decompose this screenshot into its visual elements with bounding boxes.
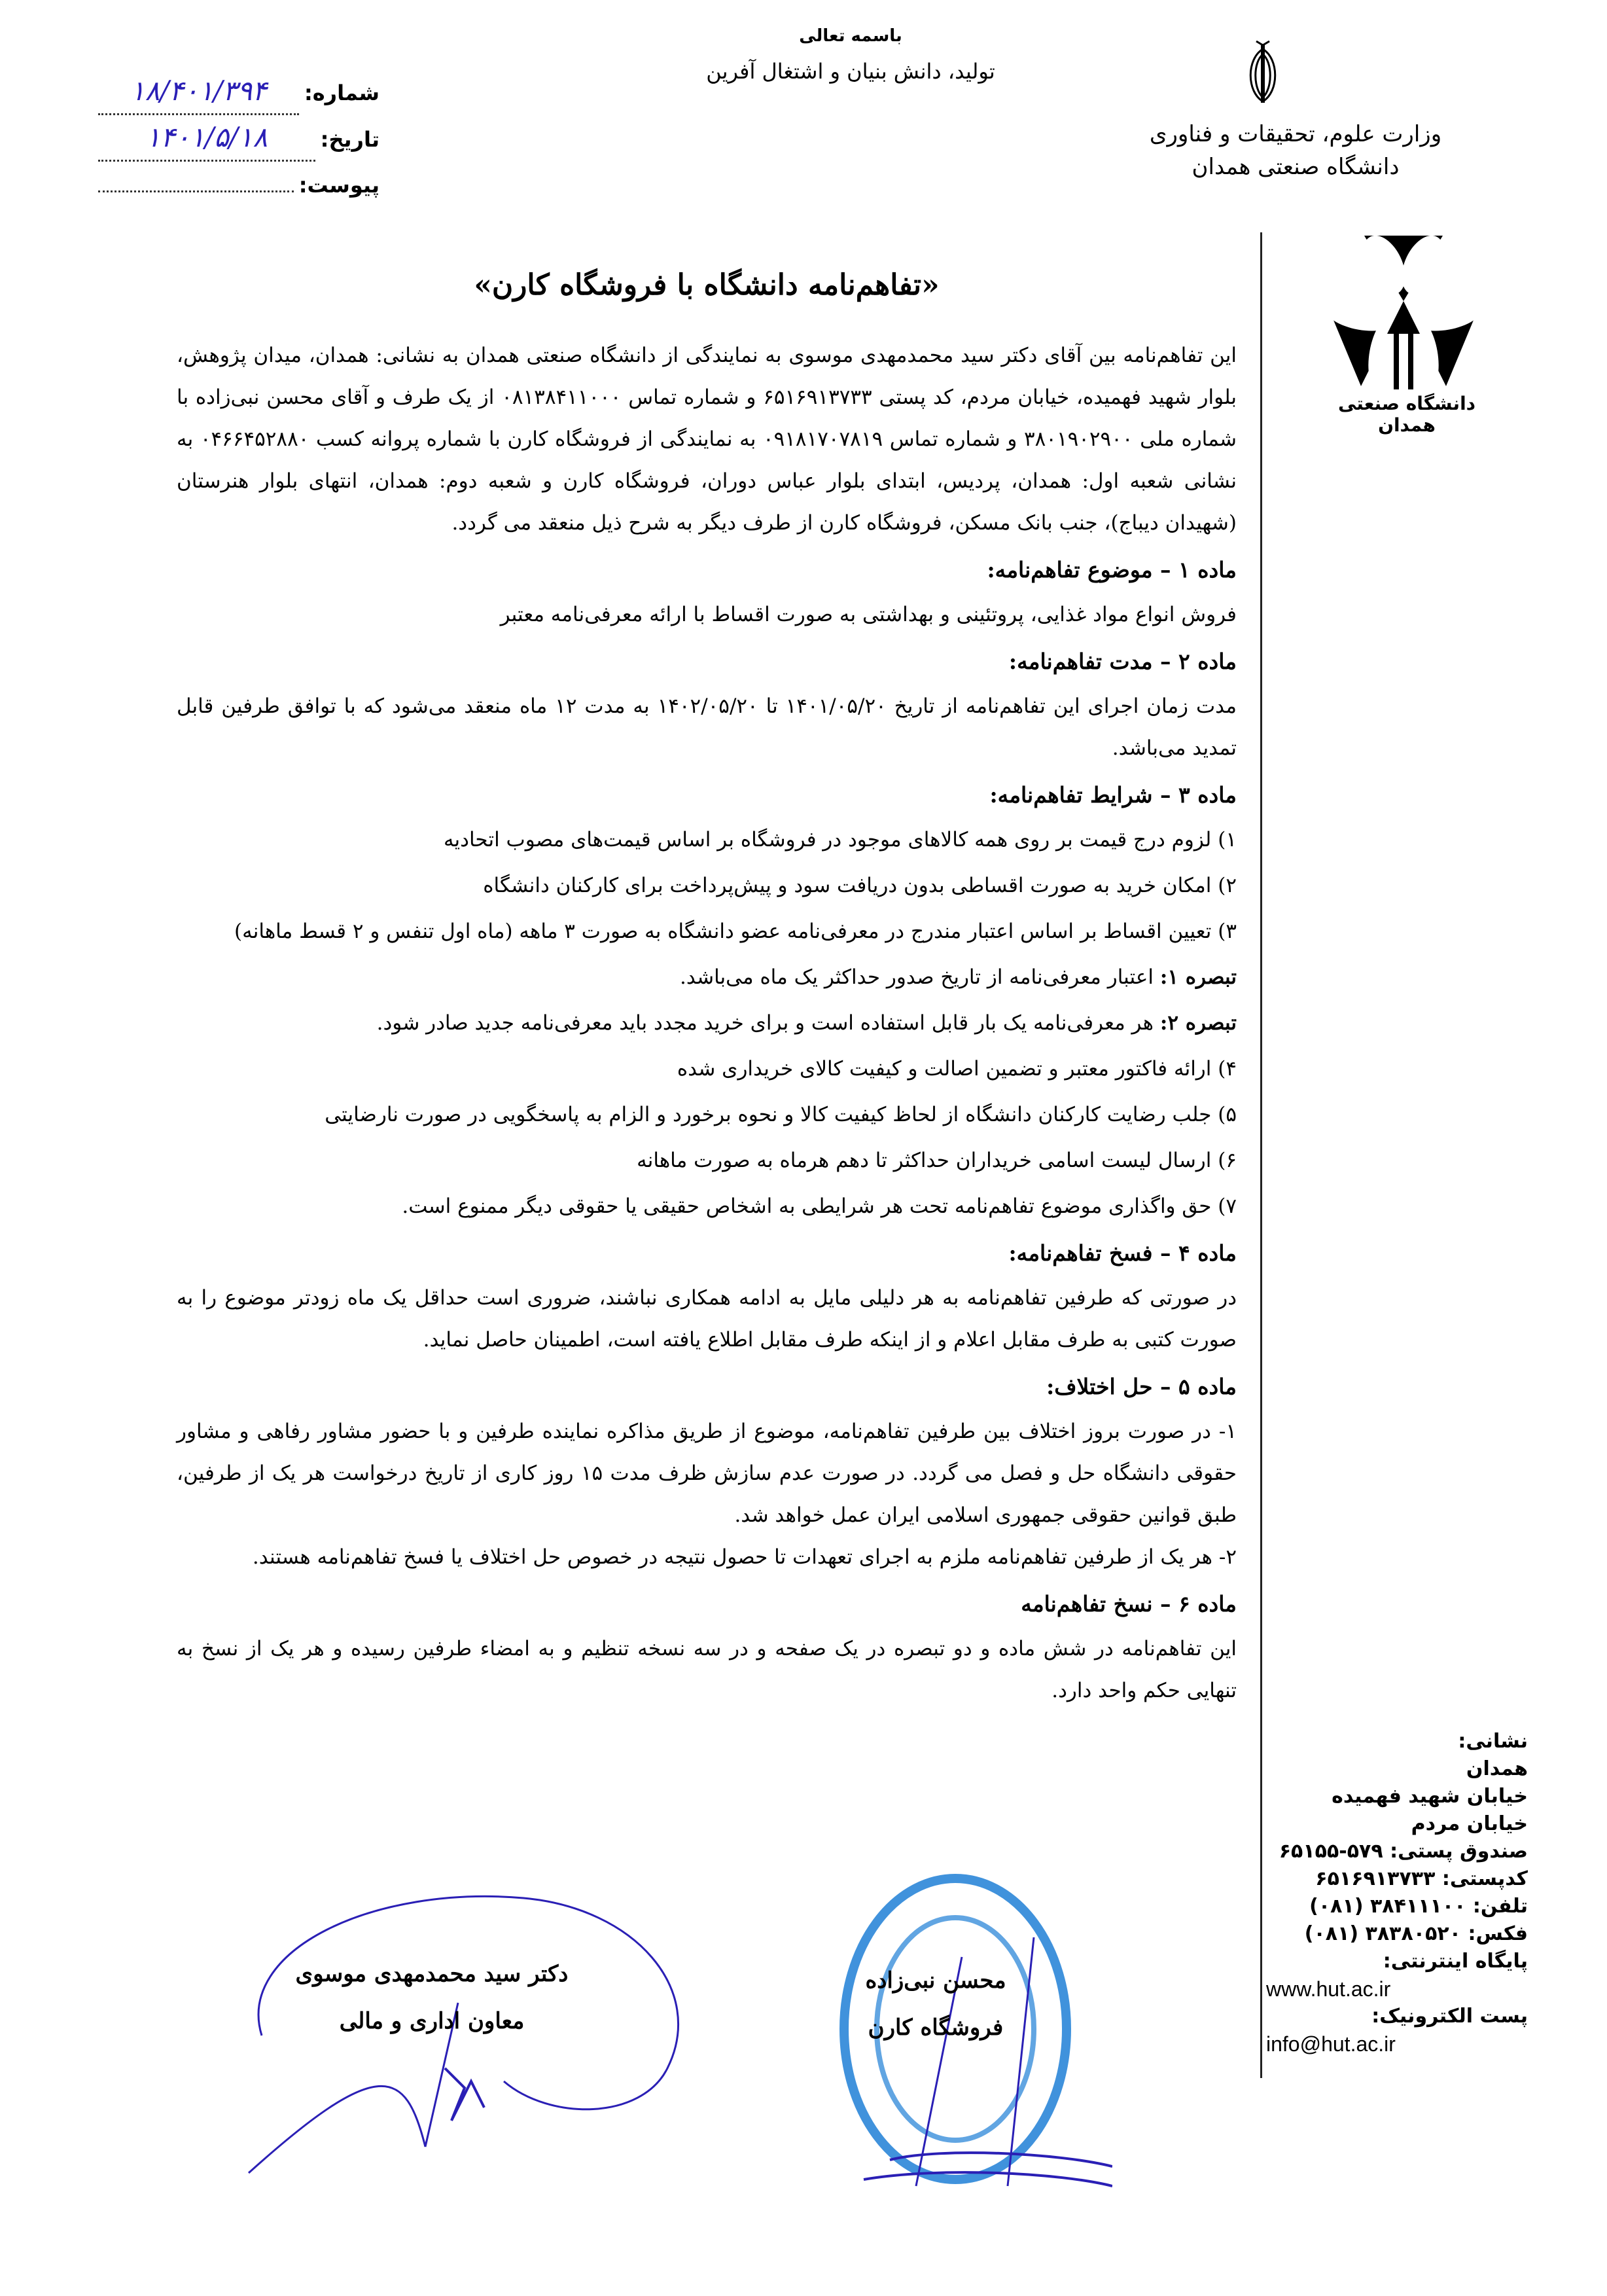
condition-item: ۵) جلب رضایت کارکنان دانشگاه از لحاظ کیفیت کالا و نحوه برخورد و الزام به پاسخگویی در صورت نارضایتی bbox=[325, 1103, 1237, 1126]
signatory-right bbox=[785, 1957, 1086, 2051]
intro-paragraph: این تفاهم‌نامه بین آقای دکتر سید محمدمهدی موسوی به نمایندگی از دانشگاه صنعتی همدان به نشانی: همدان، میدان پژوهش، بلوار شهید فهمیده، خیابان مردم، کد پستی ۶۵۱۶۹۱۳۷۳۳ و شماره تماس ۰۸۱۳۸۴۱۱۰۰۰ از یک طرف و آقای محسن نبی‌زاده با شماره ملی ۳۸۰۱۹۰۲۹۰۰ و شماره تماس ۰۹۱۸۱۷۰۷۸۱۹ به نمایندگی از فروشگاه کارن با شماره پروانه کسب ۰۴۶۶۴۵۲۸۸۰ به نشانی شعبه اول: همدان، پردیس، ابتدای بلوار عباس دوران، فروشگاه کارن و شعبه دوم: همدان، انتهای بلوار هنرستان (شهیدان دیباج)، جنب بانک مسکن، فروشگاه کارن از طرف دیگر به شرح ذیل منعقد می گردد. bbox=[177, 344, 1237, 535]
article-5-heading: ماده ۵ – حل اختلاف: bbox=[1046, 1374, 1237, 1399]
date-row bbox=[98, 115, 380, 162]
note-text: هر معرفی‌نامه یک بار قابل استفاده است و برای خرید مجدد باید معرفی‌نامه جدید صادر شود. bbox=[376, 1011, 1154, 1035]
address-panel bbox=[1266, 1728, 1528, 2058]
agreement-body bbox=[177, 268, 1237, 1712]
address-label: نشانی: bbox=[1458, 1730, 1528, 1753]
note-label: تبصره ۲: bbox=[1159, 1011, 1237, 1035]
number-row bbox=[98, 69, 380, 115]
article-6-heading: ماده ۶ – نسخ تفاهم‌نامه bbox=[1021, 1591, 1237, 1617]
attachment-row bbox=[98, 162, 380, 207]
sidebar-divider bbox=[1260, 232, 1262, 2078]
signatory-left-title: معاون اداری و مالی bbox=[339, 2008, 525, 2034]
attachment-label: پیوست: bbox=[298, 173, 380, 198]
date-label: تاریخ: bbox=[320, 127, 380, 152]
dispute-item: ۲- هر یک از طرفین تفاهم‌نامه ملزم به اجرای تعهدات تا حصول نتیجه در خصوص حل اختلاف یا فسخ تفاهم‌نامه هستند. bbox=[252, 1545, 1237, 1569]
note-text: اعتبار معرفی‌نامه از تاریخ صدور حداکثر یک ماه می‌باشد. bbox=[679, 965, 1154, 989]
article-1-heading: ماده ۱ – موضوع تفاهم‌نامه: bbox=[987, 557, 1237, 583]
article-6-text: این تفاهم‌نامه در شش ماده و دو تبصره در یک صفحه و در سه نسخه تنظیم و به امضاء طرفین رسیده و هر یک از نسخ به تنهایی حکم واحد دارد. bbox=[177, 1637, 1237, 1702]
condition-item: ۴) ارائه فاکتور معتبر و تضمین اصالت و کیفیت کالای خریداری شده bbox=[677, 1057, 1237, 1081]
document-title: «تفاهم‌نامه دانشگاه با فروشگاه کارن» bbox=[474, 268, 940, 302]
po-box: صندوق پستی: ۵۷۹-۶۵۱۵۵ bbox=[1279, 1840, 1528, 1863]
article-1-text: فروش انواع مواد غذایی، پروتئینی و بهداشتی به صورت اقساط با ارائه معرفی‌نامه معتبر bbox=[500, 603, 1237, 626]
letter-meta bbox=[98, 69, 380, 207]
number-value: ۱۸/۴۰۱/۳۹۴ bbox=[98, 69, 299, 115]
note-2 bbox=[177, 1002, 1237, 1044]
condition-item: ۷) حق واگذاری موضوع تفاهم‌نامه تحت هر شرایطی به اشخاص حقیقی یا حقوقی دیگر ممنوع است. bbox=[402, 1194, 1237, 1218]
logo-caption: دانشگاه صنعتی همدان bbox=[1337, 393, 1476, 436]
iran-emblem-icon bbox=[1237, 36, 1289, 108]
postal-code: کدپستی: ۶۵۱۶۹۱۳۷۳۳ bbox=[1315, 1867, 1528, 1890]
website-label: پایگاه اینترنتی: bbox=[1383, 1950, 1528, 1973]
condition-item: ۱) لزوم درج قیمت بر روی همه کالاهای موجود در فروشگاه بر اساس قیمت‌های مصوب اتحادیه bbox=[443, 828, 1237, 852]
university-name: دانشگاه صنعتی همدان bbox=[1192, 154, 1400, 180]
website-link[interactable]: www.hut.ac.ir bbox=[1266, 1977, 1391, 2001]
condition-item: ۶) ارسال لیست اسامی خریداران حداکثر تا دهم هرماه به صورت ماهانه bbox=[637, 1149, 1237, 1172]
basmala: باسمه تعالی bbox=[799, 26, 902, 46]
email-label: پست الکترونیک: bbox=[1371, 2005, 1528, 2028]
signatory-left bbox=[236, 1950, 628, 2045]
article-2-text: مدت زمان اجرای این تفاهم‌نامه از تاریخ ۱۴۰۱/۰۵/۲۰ تا ۱۴۰۲/۰۵/۲۰ به مدت ۱۲ ماه منعقد می‌شود که با توافق طرفین قابل تمدید می‌باشد. bbox=[177, 694, 1237, 760]
date-value: ۱۴۰۱/۵/۱۸ bbox=[98, 115, 315, 162]
signatory-left-name: دکتر سید محمدمهدی موسوی bbox=[295, 1961, 569, 1987]
article-4-text: در صورتی که طرفین تفاهم‌نامه به هر دلیلی مایل به ادامه همکاری نباشند، ضروری است حداقل یک ماه زودتر موضوع را به صورت کتبی به طرف مقابل اعلام و از اینکه طرف مقابل اطلاع یافته است، اطمینان حاصل نماید. bbox=[177, 1286, 1237, 1352]
condition-item: ۲) امکان خرید به صورت اقساطی بدون دریافت سود و پیش‌پرداخت برای کارکنان دانشگاه bbox=[483, 874, 1237, 897]
article-2-heading: ماده ۲ – مدت تفاهم‌نامه: bbox=[1008, 649, 1237, 674]
address-city: همدان bbox=[1466, 1757, 1528, 1780]
dispute-item: ۱- در صورت بروز اختلاف بین طرفین تفاهم‌نامه، موضوع از طریق مذاکره نماینده طرفین و با حضور مشاور رفاهی و مشاور حقوقی دانشگاه حل و فصل می گردد. در صورت عدم سازش ظرف مدت ۱۵ روز کاری از تاریخ درخواست هر یک از طرفین، طبق قوانین حقوقی جمهوری اسلامی ایران عمل خواهد شد. bbox=[177, 1420, 1237, 1527]
condition-item: ۳) تعیین اقساط بر اساس اعتبار مندرج در معرفی‌نامه عضو دانشگاه به صورت ۳ ماهه (ماه اول تنفس و ۲ قسط ماهانه) bbox=[234, 920, 1237, 943]
number-label: شماره: bbox=[304, 81, 380, 105]
address-street-2: خیابان مردم bbox=[1411, 1812, 1528, 1835]
article-3-heading: ماده ۳ – شرایط تفاهم‌نامه: bbox=[989, 782, 1237, 808]
ministry-block bbox=[1099, 118, 1492, 183]
address-street-1: خیابان شهید فهمیده bbox=[1332, 1785, 1528, 1808]
phone: تلفن: ۳۸۴۱۱۱۰۰ (۰۸۱) bbox=[1309, 1895, 1528, 1918]
signatory-right-name: محسن نبی‌زاده bbox=[865, 1967, 1006, 1994]
note-1 bbox=[177, 956, 1237, 998]
email-link[interactable]: info@hut.ac.ir bbox=[1266, 2032, 1396, 2056]
note-label: تبصره ۱: bbox=[1159, 965, 1237, 989]
university-logo-icon bbox=[1322, 229, 1485, 393]
fax: فکس: ۳۸۳۸۰۵۲۰ (۰۸۱) bbox=[1304, 1922, 1528, 1945]
attachment-value bbox=[98, 162, 294, 192]
ministry-name: وزارت علوم، تحقیقات و فناوری bbox=[1149, 121, 1442, 147]
slogan: تولید، دانش بنیان و اشتغال آفرین bbox=[706, 59, 995, 84]
signatory-right-title: فروشگاه کارن bbox=[868, 2015, 1004, 2041]
article-4-heading: ماده ۴ – فسخ تفاهم‌نامه: bbox=[1008, 1240, 1237, 1266]
